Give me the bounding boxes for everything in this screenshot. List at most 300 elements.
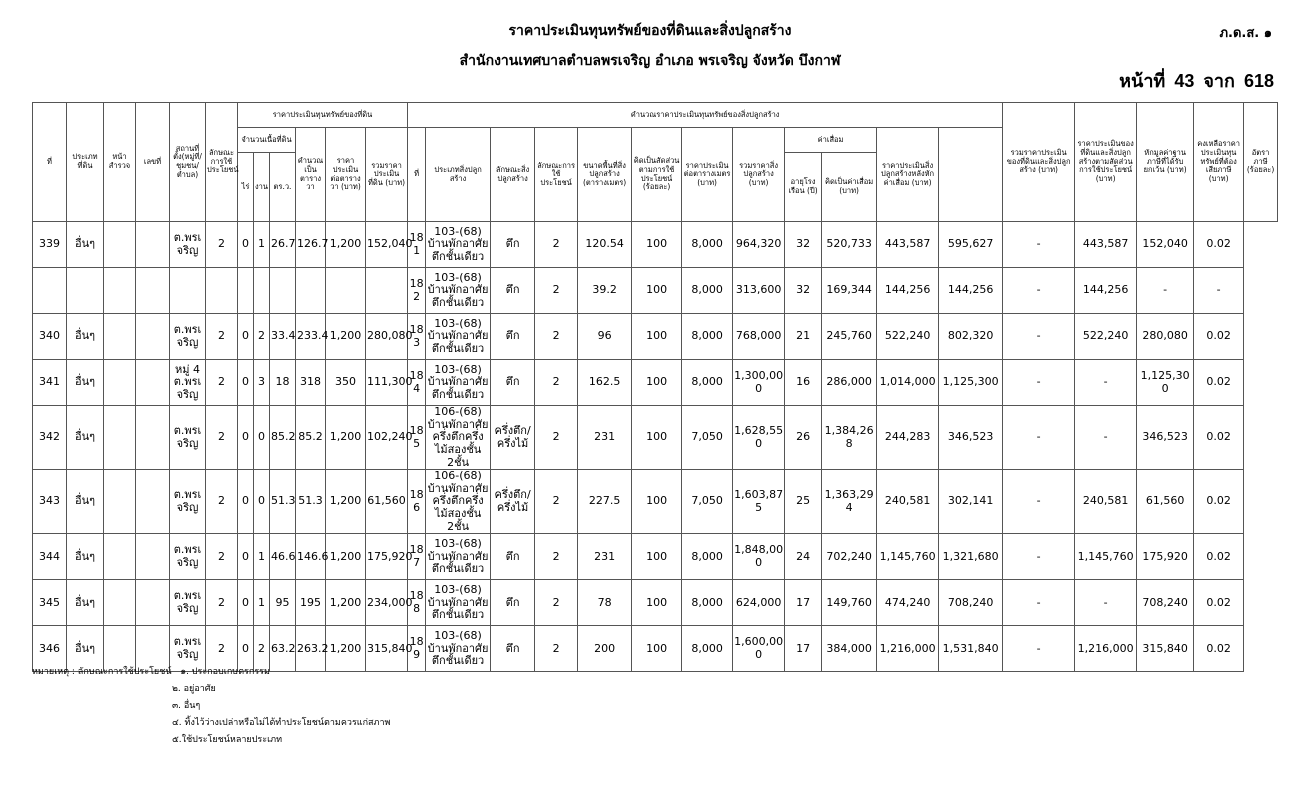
cell-location (170, 268, 206, 314)
table-row (33, 314, 1278, 360)
cell-land-type: อื่นๆ (67, 406, 104, 470)
cell-b-price-sqm: 8,000 (682, 360, 733, 406)
cell-b-type: 103-(68) บ้านพักอาศัยตึกชั้นเดียว (426, 360, 491, 406)
cell-usage: 2 (206, 314, 238, 360)
cell-ngan: 1 (254, 534, 270, 580)
cell-b-kind: ตึก (491, 360, 535, 406)
cell-grand-total: 302,141 (939, 470, 1003, 534)
cell-survey-page (104, 406, 136, 470)
cell-dep-amount: 169,344 (822, 268, 877, 314)
cell-b-usage: 2 (535, 406, 578, 470)
cell-b-ratio: 100 (632, 406, 682, 470)
cell-ngan: 0 (254, 470, 270, 534)
cell-rai: 0 (238, 360, 254, 406)
cell-ngan: 0 (254, 406, 270, 470)
cell-taxable: 1,125,300 (1137, 360, 1194, 406)
cell-b-price-sqm: 8,000 (682, 222, 733, 268)
cell-b-total: 1,628,550 (733, 406, 785, 470)
cell-b-type: 103-(68) บ้านพักอาศัยตึกชั้นเดียว (426, 534, 491, 580)
cell-b-usage: 2 (535, 534, 578, 580)
cell-b-area: 120.54 (578, 222, 632, 268)
cell-exemption: 1,145,760 (1075, 534, 1137, 580)
header-dep-amount: คิดเป็นค่าเสื่อม (บาท) (822, 153, 877, 222)
cell-ratio-price: - (1003, 534, 1075, 580)
cell-location: ต.พรเจริญ (170, 534, 206, 580)
cell-b-area: 96 (578, 314, 632, 360)
cell-b-usage: 2 (535, 470, 578, 534)
cell-usage: 2 (206, 626, 238, 672)
cell-ratio-price: - (1003, 268, 1075, 314)
cell-location: ต.พรเจริญ (170, 406, 206, 470)
cell-b-after-dep: 474,240 (877, 580, 939, 626)
cell-grand-total: 1,125,300 (939, 360, 1003, 406)
cell-b-kind: ตึก (491, 580, 535, 626)
cell-grand-total: 595,627 (939, 222, 1003, 268)
cell-b-price-sqm: 8,000 (682, 268, 733, 314)
cell-price-per-sqwa: 1,200 (326, 580, 366, 626)
note-item: ๑. ประกอบเกษตรกรรม (180, 667, 270, 677)
cell-exemption: - (1075, 406, 1137, 470)
cell-exemption: 144,256 (1075, 268, 1137, 314)
cell-b-kind: ตึก (491, 222, 535, 268)
cell-age: 17 (785, 626, 822, 672)
cell-taxable: 175,920 (1137, 534, 1194, 580)
cell-land-type (67, 268, 104, 314)
table-row (33, 470, 1278, 534)
header-ratio-price: ราคาประเมินของที่ดินและสิ่งปลูกสร้างตามสัดส่วนการใช้ประโยชน์ (บาท) (1075, 103, 1137, 222)
cell-exemption: 443,587 (1075, 222, 1137, 268)
cell-b-total: 1,848,000 (733, 534, 785, 580)
cell-age: 26 (785, 406, 822, 470)
cell-b-type: 103-(68) บ้านพักอาศัยตึกชั้นเดียว (426, 580, 491, 626)
cell-price-per-sqwa (326, 268, 366, 314)
cell-rai (238, 268, 254, 314)
cell-b-total: 1,300,000 (733, 360, 785, 406)
cell-b-usage: 2 (535, 314, 578, 360)
cell-b-no: 182 (408, 268, 426, 314)
cell-total-sqwa: 85.2 (296, 406, 326, 470)
table-row (33, 534, 1278, 580)
cell-rai: 0 (238, 314, 254, 360)
cell-total-sqwa: 126.7 (296, 222, 326, 268)
cell-ngan: 1 (254, 580, 270, 626)
cell-survey-page (104, 534, 136, 580)
cell-doc-no (136, 222, 170, 268)
cell-b-usage: 2 (535, 222, 578, 268)
page-label: หน้าที่ (1119, 71, 1166, 91)
cell-ngan (254, 268, 270, 314)
cell-dep-amount: 149,760 (822, 580, 877, 626)
header-building-usage: ลักษณะการใช้ประโยชน์ (535, 128, 578, 222)
cell-rai: 0 (238, 406, 254, 470)
cell-total-sqwa (296, 268, 326, 314)
cell-ratio-price: - (1003, 626, 1075, 672)
cell-b-total: 1,603,875 (733, 470, 785, 534)
cell-b-total: 768,000 (733, 314, 785, 360)
cell-b-area: 39.2 (578, 268, 632, 314)
note-item: ๒. อยู่อาศัย (172, 684, 216, 694)
cell-b-area: 227.5 (578, 470, 632, 534)
cell-ngan: 3 (254, 360, 270, 406)
header-no: ที่ (33, 103, 67, 222)
header-rai: ไร่ (238, 153, 254, 222)
cell-ratio-price: - (1003, 580, 1075, 626)
cell-b-ratio: 100 (632, 580, 682, 626)
header-land-total: รวมราคาประเมินที่ดิน (บาท) (366, 128, 408, 222)
cell-dep-amount: 702,240 (822, 534, 877, 580)
cell-land-total: 280,080 (366, 314, 408, 360)
cell-b-usage: 2 (535, 580, 578, 626)
cell-b-after-dep: 1,216,000 (877, 626, 939, 672)
cell-sqwa: 33.4 (270, 314, 296, 360)
header-group-area: จำนวนเนื้อที่ดิน (238, 128, 296, 153)
cell-rai: 0 (238, 534, 254, 580)
cell-age: 24 (785, 534, 822, 580)
cell-taxable: 315,840 (1137, 626, 1194, 672)
cell-age: 32 (785, 222, 822, 268)
cell-survey-page (104, 222, 136, 268)
cell-b-usage: 2 (535, 360, 578, 406)
cell-land-type: อื่นๆ (67, 626, 104, 672)
cell-tax-rate: 0.02 (1194, 470, 1244, 534)
cell-b-type: 103-(68) บ้านพักอาศัยตึกชั้นเดียว (426, 314, 491, 360)
cell-exemption: - (1075, 580, 1137, 626)
header-building-price-sqm: ราคาประเมินต่อตารางเมตร (บาท) (682, 128, 733, 222)
cell-location: ต.พรเจริญ (170, 314, 206, 360)
header-building-total: รวมราคาสิ่งปลูกสร้าง (บาท) (733, 128, 785, 222)
table-row (33, 406, 1278, 470)
cell-usage: 2 (206, 580, 238, 626)
cell-price-per-sqwa: 1,200 (326, 470, 366, 534)
cell-b-no: 181 (408, 222, 426, 268)
cell-b-total: 624,000 (733, 580, 785, 626)
page-of-label: จาก (1203, 71, 1235, 91)
cell-b-after-dep: 144,256 (877, 268, 939, 314)
cell-age: 21 (785, 314, 822, 360)
cell-sqwa: 46.6 (270, 534, 296, 580)
cell-ratio-price: - (1003, 406, 1075, 470)
note-item: ๔. ทิ้งไว้ว่างเปล่าหรือไม่ได้ทำประโยชน์ตามควรแก่สภาพ (172, 718, 391, 728)
assessment-table (32, 102, 1278, 672)
header-usage: ลักษณะการใช้ประโยชน์ (206, 103, 238, 222)
cell-land-type: อื่นๆ (67, 222, 104, 268)
cell-price-per-sqwa: 1,200 (326, 534, 366, 580)
header-group-depreciation: ค่าเสื่อม (785, 128, 877, 153)
cell-total-sqwa: 233.4 (296, 314, 326, 360)
cell-b-price-sqm: 7,050 (682, 406, 733, 470)
cell-age: 32 (785, 268, 822, 314)
header-ngan: งาน (254, 153, 270, 222)
cell-total-sqwa: 195 (296, 580, 326, 626)
cell-ngan: 2 (254, 626, 270, 672)
note-item: ๕.ใช้ประโยชน์หลายประเภท (172, 735, 283, 745)
cell-location: ต.พรเจริญ (170, 222, 206, 268)
header-doc-no: เลขที่ (136, 103, 170, 222)
header-building-no: ที่ (408, 128, 426, 222)
cell-land-type: อื่นๆ (67, 534, 104, 580)
cell-ngan: 1 (254, 222, 270, 268)
cell-ratio-price: - (1003, 470, 1075, 534)
header-building-ratio: คิดเป็นสัดส่วนตามการใช้ประโยชน์ (ร้อยละ) (632, 128, 682, 222)
cell-land-type: อื่นๆ (67, 470, 104, 534)
cell-location: ต.พรเจริญ (170, 580, 206, 626)
cell-ngan: 2 (254, 314, 270, 360)
cell-b-no: 189 (408, 626, 426, 672)
cell-taxable: 152,040 (1137, 222, 1194, 268)
page-current: 43 (1174, 71, 1195, 91)
cell-b-ratio: 100 (632, 470, 682, 534)
cell-grand-total: 708,240 (939, 580, 1003, 626)
cell-b-area: 231 (578, 406, 632, 470)
cell-b-price-sqm: 7,050 (682, 470, 733, 534)
cell-ratio-price: - (1003, 222, 1075, 268)
cell-sqwa: 18 (270, 360, 296, 406)
cell-land-total: 234,000 (366, 580, 408, 626)
cell-tax-rate: 0.02 (1194, 406, 1244, 470)
note-item: ๓. อื่นๆ (172, 701, 201, 711)
cell-b-area: 231 (578, 534, 632, 580)
cell-doc-no (136, 534, 170, 580)
cell-grand-total: 346,523 (939, 406, 1003, 470)
table-body (33, 222, 1278, 672)
cell-b-ratio: 100 (632, 268, 682, 314)
cell-land-type: อื่นๆ (67, 580, 104, 626)
cell-rai: 0 (238, 470, 254, 534)
cell-b-area: 78 (578, 580, 632, 626)
cell-usage: 2 (206, 470, 238, 534)
cell-land-total: 61,560 (366, 470, 408, 534)
cell-grand-total: 802,320 (939, 314, 1003, 360)
cell-exemption: 1,216,000 (1075, 626, 1137, 672)
cell-taxable: 61,560 (1137, 470, 1194, 534)
cell-b-kind: ตึก (491, 534, 535, 580)
cell-tax-rate: 0.02 (1194, 360, 1244, 406)
cell-b-after-dep: 522,240 (877, 314, 939, 360)
cell-total-sqwa: 51.3 (296, 470, 326, 534)
cell-ratio-price: - (1003, 314, 1075, 360)
header-grand-total: รวมราคาประเมินของที่ดินและสิ่งปลูกสร้าง (บาท) (1003, 103, 1075, 222)
table-row (33, 268, 1278, 314)
header-building-after-dep: ราคาประเมินสิ่งปลูกสร้างหลังหักค่าเสื่อม (บาท) (877, 128, 939, 222)
cell-dep-amount: 245,760 (822, 314, 877, 360)
cell-doc-no (136, 406, 170, 470)
cell-b-no: 187 (408, 534, 426, 580)
cell-b-kind: ตึก (491, 626, 535, 672)
cell-dep-amount: 1,384,268 (822, 406, 877, 470)
header-price-per-sqwa: ราคาประเมินต่อตารางวา (บาท) (326, 128, 366, 222)
header-sqwa: ตร.ว. (270, 153, 296, 222)
form-code: ภ.ด.ส. ๑ (1219, 26, 1272, 41)
cell-b-type: 103-(68) บ้านพักอาศัยตึกชั้นเดียว (426, 222, 491, 268)
cell-exemption: 522,240 (1075, 314, 1137, 360)
cell-sqwa: 63.2 (270, 626, 296, 672)
cell-b-ratio: 100 (632, 360, 682, 406)
cell-b-ratio: 100 (632, 222, 682, 268)
document-title: ราคาประเมินทุนทรัพย์ของที่ดินและสิ่งปลูกสร้าง (508, 23, 792, 39)
cell-b-no: 188 (408, 580, 426, 626)
cell-tax-rate: 0.02 (1194, 626, 1244, 672)
cell-b-no: 185 (408, 406, 426, 470)
cell-total-sqwa: 318 (296, 360, 326, 406)
cell-land-total: 102,240 (366, 406, 408, 470)
cell-price-per-sqwa: 1,200 (326, 222, 366, 268)
header-group-land: ราคาประเมินทุนทรัพย์ของที่ดิน (238, 103, 408, 128)
cell-b-kind: ครึ่งตึก/ครึ่งไม้ (491, 406, 535, 470)
cell-land-total: 111,300 (366, 360, 408, 406)
cell-b-after-dep: 1,014,000 (877, 360, 939, 406)
cell-b-total: 1,600,000 (733, 626, 785, 672)
cell-no: 346 (33, 626, 67, 672)
table-row (33, 580, 1278, 626)
cell-b-total: 313,600 (733, 268, 785, 314)
cell-exemption: 240,581 (1075, 470, 1137, 534)
table-row (33, 360, 1278, 406)
cell-doc-no (136, 314, 170, 360)
cell-b-no: 183 (408, 314, 426, 360)
cell-grand-total: 1,321,680 (939, 534, 1003, 580)
cell-b-type: 103-(68) บ้านพักอาศัยตึกชั้นเดียว (426, 626, 491, 672)
header-age: อายุโรงเรือน (ปี) (785, 153, 822, 222)
cell-land-type: อื่นๆ (67, 360, 104, 406)
cell-total-sqwa: 146.6 (296, 534, 326, 580)
cell-tax-rate: 0.02 (1194, 314, 1244, 360)
cell-no (33, 268, 67, 314)
cell-land-type: อื่นๆ (67, 314, 104, 360)
cell-b-usage: 2 (535, 268, 578, 314)
table-row (33, 222, 1278, 268)
cell-b-ratio: 100 (632, 534, 682, 580)
header-land-type: ประเภทที่ดิน (67, 103, 104, 222)
cell-land-total: 175,920 (366, 534, 408, 580)
cell-age: 17 (785, 580, 822, 626)
cell-usage (206, 268, 238, 314)
cell-price-per-sqwa: 350 (326, 360, 366, 406)
cell-b-kind: ตึก (491, 314, 535, 360)
cell-location: หมู่ 4 ต.พรเจริญ (170, 360, 206, 406)
cell-b-total: 964,320 (733, 222, 785, 268)
cell-b-after-dep: 1,145,760 (877, 534, 939, 580)
cell-land-total (366, 268, 408, 314)
cell-sqwa (270, 268, 296, 314)
cell-dep-amount: 1,363,294 (822, 470, 877, 534)
cell-no: 339 (33, 222, 67, 268)
cell-dep-amount: 384,000 (822, 626, 877, 672)
cell-age: 16 (785, 360, 822, 406)
notes-section (32, 664, 390, 749)
cell-tax-rate: - (1194, 268, 1244, 314)
cell-survey-page (104, 314, 136, 360)
cell-tax-rate: 0.02 (1194, 580, 1244, 626)
cell-usage: 2 (206, 534, 238, 580)
cell-rai: 0 (238, 626, 254, 672)
cell-b-kind: ตึก (491, 268, 535, 314)
cell-taxable: 280,080 (1137, 314, 1194, 360)
header-building-type: ประเภทสิ่งปลูกสร้าง (426, 128, 491, 222)
cell-rai: 0 (238, 580, 254, 626)
cell-survey-page (104, 360, 136, 406)
cell-b-area: 162.5 (578, 360, 632, 406)
cell-b-after-dep: 240,581 (877, 470, 939, 534)
cell-grand-total: 1,531,840 (939, 626, 1003, 672)
page-total: 618 (1243, 71, 1274, 91)
header-survey-page: หน้าสำรวจ (104, 103, 136, 222)
cell-b-type: 103-(68) บ้านพักอาศัยตึกชั้นเดียว (426, 268, 491, 314)
cell-exemption: - (1075, 360, 1137, 406)
cell-doc-no (136, 268, 170, 314)
cell-age: 25 (785, 470, 822, 534)
cell-usage: 2 (206, 222, 238, 268)
cell-b-price-sqm: 8,000 (682, 626, 733, 672)
cell-b-price-sqm: 8,000 (682, 534, 733, 580)
cell-survey-page (104, 470, 136, 534)
cell-total-sqwa: 263.2 (296, 626, 326, 672)
cell-b-no: 186 (408, 470, 426, 534)
cell-rai: 0 (238, 222, 254, 268)
header-tax-rate: อัตราภาษี (ร้อยละ) (1244, 103, 1278, 222)
cell-b-type: 106-(68) บ้านพักอาศัยครึ่งตึกครึ่งไม้สองชั้น 2ชั้น (426, 470, 491, 534)
cell-sqwa: 26.7 (270, 222, 296, 268)
header-building-area: ขนาดพื้นที่สิ่งปลูกสร้าง (ตารางเมตร) (578, 128, 632, 222)
page-number (1117, 66, 1276, 95)
cell-usage: 2 (206, 406, 238, 470)
document-subtitle: สำนักงานเทศบาลตำบลพรเจริญ อำเภอ พรเจริญ จังหวัด บึงกาฬ (459, 53, 841, 69)
cell-doc-no (136, 360, 170, 406)
cell-land-total: 152,040 (366, 222, 408, 268)
cell-doc-no (136, 470, 170, 534)
header-exemption: หักมูลค่าฐานภาษีที่ได้รับยกเว้น (บาท) (1137, 103, 1194, 222)
header-total-sqwa: คำนวณเป็นตารางวา (296, 128, 326, 222)
cell-b-ratio: 100 (632, 626, 682, 672)
cell-price-per-sqwa: 1,200 (326, 314, 366, 360)
cell-land-total: 315,840 (366, 626, 408, 672)
cell-grand-total: 144,256 (939, 268, 1003, 314)
cell-tax-rate: 0.02 (1194, 222, 1244, 268)
cell-no: 343 (33, 470, 67, 534)
cell-ratio-price: - (1003, 360, 1075, 406)
cell-taxable: 346,523 (1137, 406, 1194, 470)
cell-b-after-dep: 443,587 (877, 222, 939, 268)
cell-b-ratio: 100 (632, 314, 682, 360)
cell-no: 344 (33, 534, 67, 580)
cell-b-type: 106-(68) บ้านพักอาศัยครึ่งตึกครึ่งไม้สองชั้น 2ชั้น (426, 406, 491, 470)
cell-sqwa: 85.2 (270, 406, 296, 470)
cell-location: ต.พรเจริญ (170, 626, 206, 672)
cell-no: 340 (33, 314, 67, 360)
cell-b-area: 200 (578, 626, 632, 672)
cell-usage: 2 (206, 360, 238, 406)
header-location: สถานที่ตั้ง(หมู่ที่/ชุมชน/ตำบล) (170, 103, 206, 222)
cell-no: 345 (33, 580, 67, 626)
cell-survey-page (104, 580, 136, 626)
cell-sqwa: 95 (270, 580, 296, 626)
cell-sqwa: 51.3 (270, 470, 296, 534)
cell-taxable: 708,240 (1137, 580, 1194, 626)
cell-b-after-dep: 244,283 (877, 406, 939, 470)
notes-label-text: หมายเหตุ : ลักษณะการใช้ประโยชน์ (32, 667, 172, 677)
cell-price-per-sqwa: 1,200 (326, 626, 366, 672)
cell-b-no: 184 (408, 360, 426, 406)
cell-survey-page (104, 268, 136, 314)
cell-b-price-sqm: 8,000 (682, 314, 733, 360)
cell-no: 342 (33, 406, 67, 470)
cell-doc-no (136, 580, 170, 626)
cell-dep-amount: 520,733 (822, 222, 877, 268)
header-building-kind: ลักษณะสิ่งปลูกสร้าง (491, 128, 535, 222)
header-taxable: คงเหลือราคาประเมินทุนทรัพย์ที่ต้องเสียภาษี (บาท) (1194, 103, 1244, 222)
cell-b-usage: 2 (535, 626, 578, 672)
cell-taxable: - (1137, 268, 1194, 314)
cell-b-kind: ครึ่งตึก/ครึ่งไม้ (491, 470, 535, 534)
